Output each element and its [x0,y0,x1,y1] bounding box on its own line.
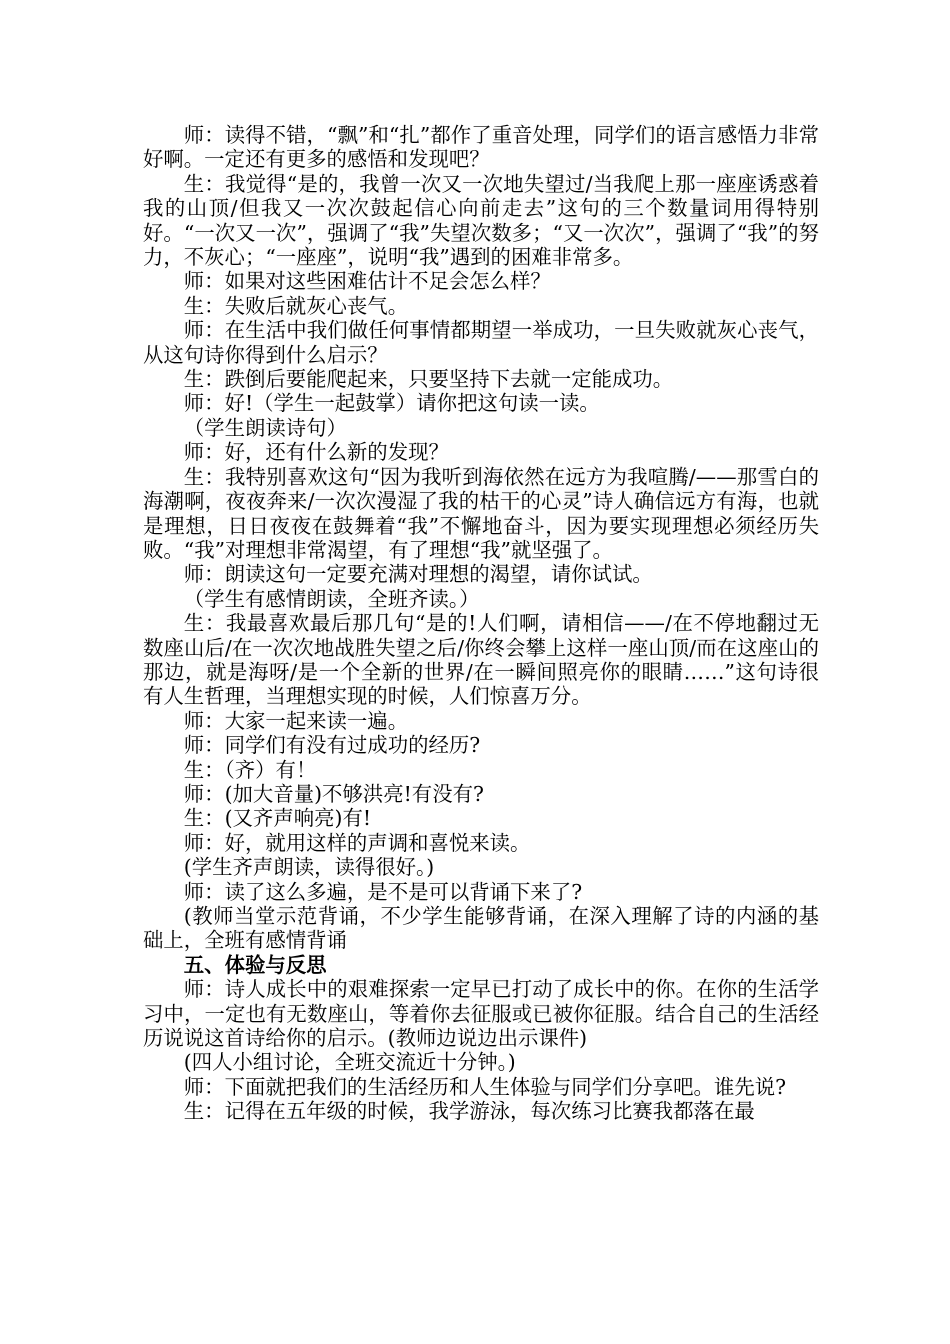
paragraph: 生：我最喜欢最后那几句“是的!人们啊，请相信——/在不停地翻过无数座山后/在一次次地战胜失望之后/你终会攀上这样一座山顶/而在这座山的那边，就是海呀/是一个全新的世界/在一瞬间照亮你的眼睛……”这句诗很有人生哲理，当理想实现的时候，人们惊喜万分。 [143,611,819,709]
paragraph: 师：如果对这些困难估计不足会怎么样？ [183,269,551,294]
paragraph: 生：失败后就灰心丧气。 [183,293,409,318]
paragraph: (四人小组讨论，全班交流近十分钟。) [183,1050,516,1075]
paragraph: 生：（齐）有！ [183,757,317,782]
document-body [143,123,819,1124]
paragraph: 师：好，就用这样的声调和喜悦来读。 [183,830,531,855]
paragraph: 生：我觉得“是的，我曾一次又一次地失望过/当我爬上那一座座诱惑着我的山顶/但我又一次次鼓起信心向前走去”这句的三个数量词用得特别好。“一次又一次”，强调了“我”失望次数多；“又一次次”，强调了“我”的努力，不灰心；“一座座”，说明“我”遇到的困难非常多。 [143,171,819,270]
paragraph: 生：(又齐声响亮)有! [183,806,372,831]
paragraph: 师：好!（学生一起鼓掌）请你把这句读一读。 [183,391,600,416]
paragraph: 生：记得在五年级的时候，我学游泳，每次练习比赛我都落在最 [183,1099,755,1124]
paragraph: 师：在生活中我们做任何事情都期望一举成功，一旦失败就灰心丧气，从这句诗你得到什么启示？ [143,318,819,367]
paragraph: (教师当堂示范背诵，不少学生能够背诵，在深入理解了诗的内涵的基础上，全班有感情背诵 [143,904,819,953]
paragraph: 师：诗人成长中的艰难探索一定早已打动了成长中的你。在你的生活学习中，一定也有无数座山，等着你去征服或已被你征服。结合自己的生活经历说说这首诗给你的启示。(教师边说边出示课件) [143,977,819,1051]
paragraph: (学生齐声朗读，读得很好。) [183,855,435,880]
paragraph: 生：跌倒后要能爬起来，只要坚持下去就一定能成功。 [183,367,674,392]
paragraph: （学生朗读诗句） [183,415,347,440]
paragraph: 师：读了这么多遍，是不是可以背诵下来了? [183,879,583,904]
paragraph: 师：同学们有没有过成功的经历? [183,733,481,758]
paragraph: 师：好，还有什么新的发现？ [183,440,449,465]
paragraph: 师：读得不错，“飘”和“扎”都作了重音处理，同学们的语言感悟力非常好啊。一定还有更多的感悟和发现吧？ [143,123,819,172]
paragraph: 师：朗读这句一定要充满对理想的渴望，请你试试。 [183,562,653,587]
paragraph: （学生有感情朗读，全班齐读。） [183,586,480,611]
paragraph: 师：(加大音量)不够洪亮!有没有? [183,781,484,806]
paragraph: 生：我特别喜欢这句“因为我听到海依然在远方为我喧腾/——那雪白的海潮啊，夜夜奔来/一次次漫湿了我的枯干的心灵”诗人确信远方有海，也就是理想，日日夜夜在鼓舞着“我”不懈地奋斗，因为要实现理想必须经历失败。“我”对理想非常渴望，有了理想“我”就坚强了。 [143,464,819,562]
paragraph: 师：大家一起来读一遍。 [183,708,409,733]
paragraph: 师：下面就把我们的生活经历和人生体验与同学们分享吧。谁先说? [183,1074,787,1099]
section-heading: 五、体验与反思 [183,952,327,977]
